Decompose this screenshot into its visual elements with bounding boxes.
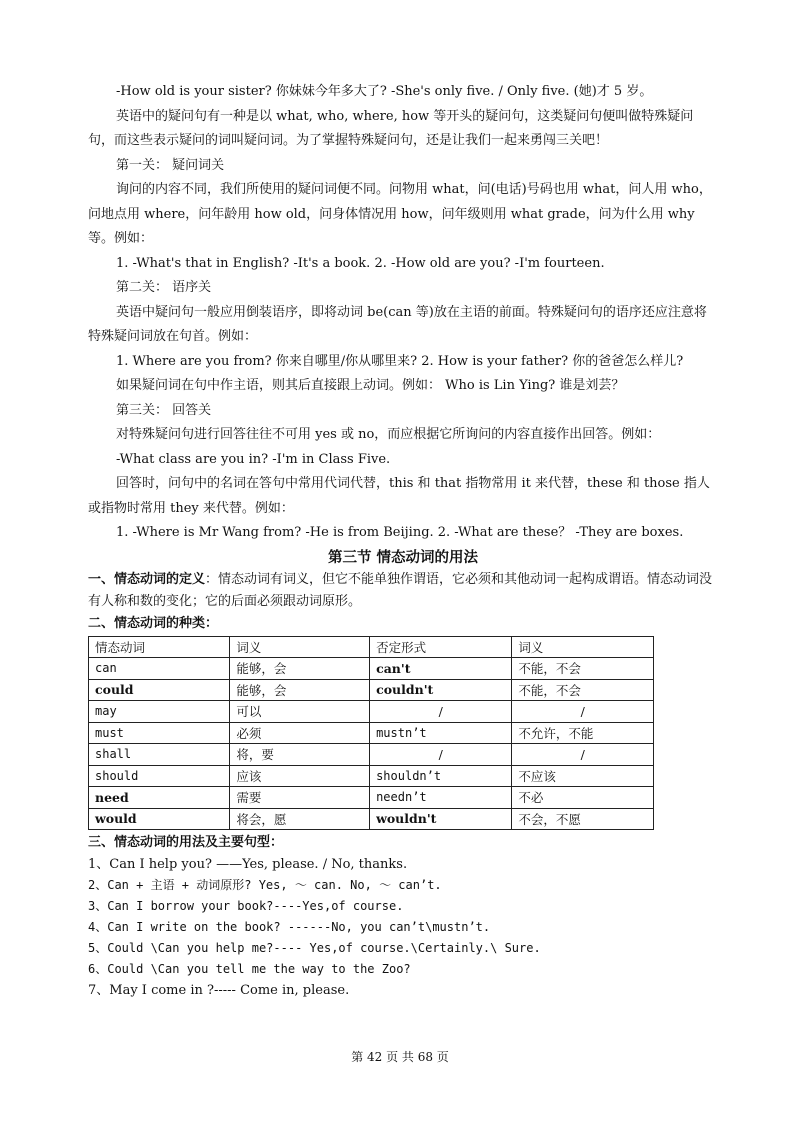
level2-heading: 第二关： 语序关	[116, 280, 212, 295]
table-cell: shouldn’t	[370, 765, 512, 787]
table-row	[89, 787, 654, 809]
table-cell: wouldn't	[370, 808, 512, 830]
list-item: 7、May I come in ?----- Come in, please.	[88, 983, 350, 998]
usage-list	[88, 854, 718, 1001]
table-cell: 能够，会	[230, 679, 370, 701]
table-cell: need	[89, 787, 230, 809]
modal-verbs-table	[88, 636, 654, 831]
table-cell: 需要	[230, 787, 370, 809]
table-row	[89, 808, 654, 830]
table-cell: would	[89, 808, 230, 830]
table-row	[89, 765, 654, 787]
table-cell: can	[89, 658, 230, 680]
level2-paragraph: 英语中疑问句一般应用倒装语序，即将动词 be(can 等)放在主语的前面。特殊疑问句的语序还应注意将特殊疑问词放在句首。例如：	[88, 304, 707, 344]
table-header: 词义	[512, 636, 654, 658]
table-cell: needn’t	[370, 787, 512, 809]
level1-examples: 1. -What's that in English? -It's a book. 2. -How old are you? -I'm fourteen.	[116, 255, 605, 271]
table-row	[89, 658, 654, 680]
table-cell: /	[512, 701, 654, 723]
level3-paragraph-2: 回答时，问句中的名词在答句中常用代词代替，this 和 that 指物常用 it 来代替，these 和 those 指人或指物时常用 they 来代替。例如：	[88, 476, 710, 516]
table-cell: 必须	[230, 722, 370, 744]
level1-paragraph: 询问的内容不同，我们所使用的疑问词便不同。问物用 what，问(电话)号码也用 what，问人用 who，问地点用 where，问年龄用 how old，问身体情况用 how，问年级则用 what grade，问为什么用 why 等。例如：	[88, 182, 712, 246]
table-row	[89, 744, 654, 766]
list-item: 3、Can I borrow your book?----Yes,of course.	[88, 899, 404, 913]
definition-text: ：情态动词有词义，但它不能单独作谓语，它必须和其他动词一起构成谓语。情态动词没有人称和数的变化；它的后面必须跟动词原形。	[88, 571, 713, 609]
table-row	[89, 722, 654, 744]
table-cell: 不允许，不能	[512, 722, 654, 744]
level3-example: -What class are you in? -I'm in Class Five.	[116, 451, 391, 467]
page-content	[88, 80, 718, 1001]
table-cell: 不必	[512, 787, 654, 809]
table-header: 否定形式	[370, 636, 512, 658]
table-cell: can't	[370, 658, 512, 680]
usage-heading: 三、情态动词的用法及主要句型：	[88, 835, 284, 850]
table-cell: /	[370, 744, 512, 766]
definition-label: 一、情态动词的定义	[88, 571, 206, 587]
table-cell: could	[89, 679, 230, 701]
level3-heading: 第三关： 回答关	[116, 402, 212, 418]
table-row	[89, 679, 654, 701]
table-cell: 可以	[230, 701, 370, 723]
section-title: 第三节 情态动词的用法	[327, 549, 479, 566]
table-cell: 将会，愿	[230, 808, 370, 830]
table-header: 词义	[230, 636, 370, 658]
types-heading: 二、情态动词的种类：	[88, 615, 219, 631]
table-cell: 能够，会	[230, 658, 370, 680]
table-row	[89, 701, 654, 723]
table-cell: 不应该	[512, 765, 654, 787]
table-cell: should	[89, 765, 230, 787]
level2-examples: 1. Where are you from? 你来自哪里/你从哪里来? 2. How is your father? 你的爸爸怎么样儿?	[116, 353, 684, 369]
list-item: 1、Can I help you? ——Yes, please. / No, thanks.	[88, 857, 408, 872]
level3-examples: 1. -Where is Mr Wang from? -He is from Beijing. 2. -What are these？ -They are boxes.	[116, 525, 684, 540]
intro-example-line: -How old is your sister? 你妹妹今年多大了? -She's only five. / Only five. (她)才 5 岁。	[116, 84, 653, 99]
table-cell: mustn’t	[370, 722, 512, 744]
list-item: 4、Can I write on the book? ------No, you can’t\mustn’t.	[88, 920, 491, 934]
list-item: 6、Could \Can you tell me the way to the Zoo?	[88, 962, 411, 976]
definition-paragraph	[88, 569, 718, 613]
intro-paragraph: 英语中的疑问句有一种是以 what, who, where, how 等开头的疑问句，这类疑问句便叫做特殊疑问句，而这些表示疑问的词叫疑问词。为了掌握特殊疑问句，还是让我们一起来勇闯三关吧！	[88, 108, 694, 148]
list-item: 5、Could \Can you help me?---- Yes,of course.\Certainly.\ Sure.	[88, 941, 541, 955]
table-cell: 将，要	[230, 744, 370, 766]
table-cell: 不能，不会	[512, 679, 654, 701]
table-header-row	[89, 636, 654, 658]
table-cell: 不能，不会	[512, 658, 654, 680]
list-item: 2、Can + 主语 + 动词原形? Yes, ～ can. No, ～ can’t.	[88, 878, 442, 892]
table-cell: 不会，不愿	[512, 808, 654, 830]
level3-paragraph: 对特殊疑问句进行回答往往不可用 yes 或 no，而应根据它所询问的内容直接作出回答。例如：	[116, 427, 661, 442]
table-cell: 应该	[230, 765, 370, 787]
page-footer: 第 42 页 共 68 页	[351, 1050, 449, 1064]
table-cell: must	[89, 722, 230, 744]
table-cell: may	[89, 701, 230, 723]
table-cell: /	[370, 701, 512, 723]
level2-note: 如果疑问词在句中作主语，则其后直接跟上动词。例如： Who is Lin Ying? 谁是刘芸？	[116, 378, 625, 393]
table-cell: /	[512, 744, 654, 766]
table-cell: shall	[89, 744, 230, 766]
table-cell: couldn't	[370, 679, 512, 701]
table-header: 情态动词	[89, 636, 230, 658]
level1-heading: 第一关： 疑问词关	[116, 157, 225, 173]
